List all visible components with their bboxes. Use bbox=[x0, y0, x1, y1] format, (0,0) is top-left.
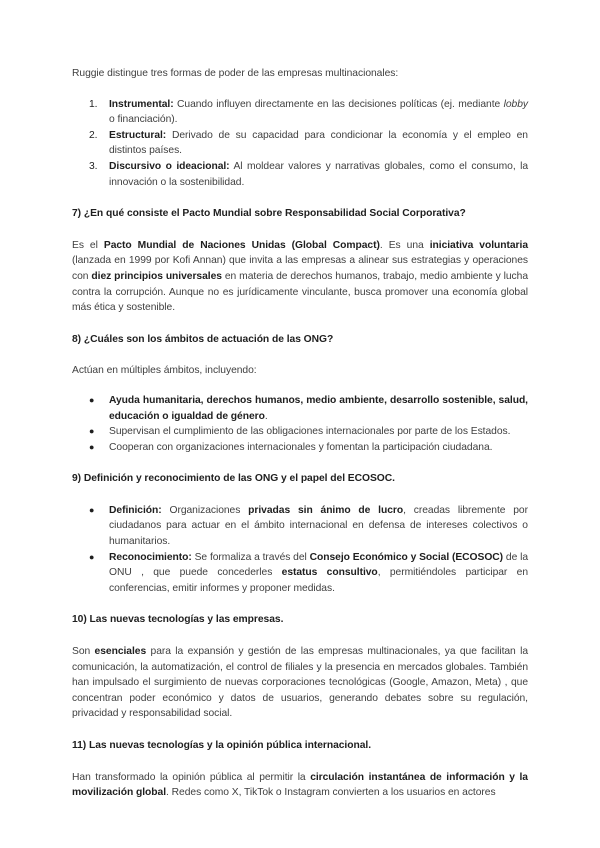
section-heading-8: 8) ¿Cuáles son los ámbitos de actuación de las ONG? bbox=[72, 333, 334, 345]
section-heading-11: 11) Las nuevas tecnologías y la opinión pública internacional. bbox=[72, 740, 372, 751]
bullet-icon: ● bbox=[89, 504, 95, 515]
term: Discursivo o ideacional: bbox=[109, 160, 230, 172]
emphasis: lobby bbox=[503, 98, 528, 110]
ong-areas-list bbox=[72, 393, 528, 455]
bullet-icon: ● bbox=[89, 441, 95, 452]
list-item: 1. Instrumental: Cuando influyen directamente en las decisiones políticas (ej. mediante lobby o financiación). bbox=[89, 98, 528, 126]
intro-paragraph: Ruggie distingue tres formas de poder de las empresas multinacionales: bbox=[72, 68, 399, 79]
list-number: 3. bbox=[89, 160, 98, 172]
list-item: 3. Discursivo o ideacional: Al moldear valores y narrativas globales, como el consumo, la innovación o la sostenibilidad. bbox=[89, 160, 529, 188]
term: Instrumental: bbox=[109, 98, 174, 110]
section-body-11: Han transformado la opinión pública al permitir la circulación instantánea de información y la movilización global. Redes como X, TikTok o Instagram convierten a los usuarios en actores bbox=[72, 771, 528, 799]
section-heading-7: 7) ¿En qué consiste el Pacto Mundial sobre Responsabilidad Social Corporativa? bbox=[72, 208, 466, 220]
document-page bbox=[72, 66, 528, 801]
list-item: ● Ayuda humanitaria, derechos humanos, medio ambiente, desarrollo sostenible, salud, educación o igualdad de género. bbox=[89, 394, 528, 422]
section-body-10: Son esenciales para la expansión y gestión de las empresas multinacionales, ya que facilitan la comunicación, la automatización, el control de filiales y la presencia en mercados globales. También han impulsado el surgimiento de nuevas corporaciones tecnológicas (Google, Amazon, Meta) , que concentran poder económico y datos de usuarios, generando debates sobre su regulación, privacidad y responsabilidad social. bbox=[72, 646, 529, 720]
list-item: ● Definición: Organizaciones privadas sin ánimo de lucro, creadas libremente por ciudadanos para actuar en el ámbito internacional en defensa de intereses colectivos o humanitarios. bbox=[89, 504, 528, 548]
bullet-icon: ● bbox=[89, 551, 95, 562]
section-heading-10: 10) Las nuevas tecnologías y las empresas. bbox=[72, 614, 284, 626]
list-item: 2. Estructural: Derivado de su capacidad para condicionar la economía y el empleo en distintos países. bbox=[89, 129, 528, 157]
list-item: ● Supervisan el cumplimiento de las obligaciones internacionales por parte de los Estados. bbox=[72, 424, 528, 440]
section-body-7: Es el Pacto Mundial de Naciones Unidas (Global Compact). Es una iniciativa voluntaria (lanzada en 1999 por Kofi Annan) que invita a las empresas a alinear sus estrategias y operaciones con diez principios universales en materia de derechos humanos, trabajo, medio ambiente y lucha contra la corrupción. Aunque no es jurídicamente vinculante, busca promover una economía global más ética y sostenible. bbox=[72, 239, 528, 314]
list-item: ● Cooperan con organizaciones internacionales y fomentan la participación ciudadana. bbox=[72, 440, 528, 456]
powers-list bbox=[72, 97, 528, 191]
bullet-icon: ● bbox=[89, 426, 95, 437]
bullet-icon: ● bbox=[89, 394, 95, 405]
list-number: 2. bbox=[89, 129, 98, 141]
list-item: ● Reconocimiento: Se formaliza a través del Consejo Económico y Social (ECOSOC) de la ONU , que puede concederles estatus consultivo, permitiéndoles participar en conferencias, emitir informes y proponer medidas. bbox=[89, 551, 528, 594]
ong-definition-list bbox=[72, 503, 528, 597]
section-intro-8: Actúan en múltiples ámbitos, incluyendo: bbox=[72, 365, 257, 377]
term: Estructural: bbox=[109, 129, 167, 141]
list-number: 1. bbox=[89, 98, 98, 110]
section-heading-9: 9) Definición y reconocimiento de las ONG y el papel del ECOSOC. bbox=[72, 473, 395, 485]
